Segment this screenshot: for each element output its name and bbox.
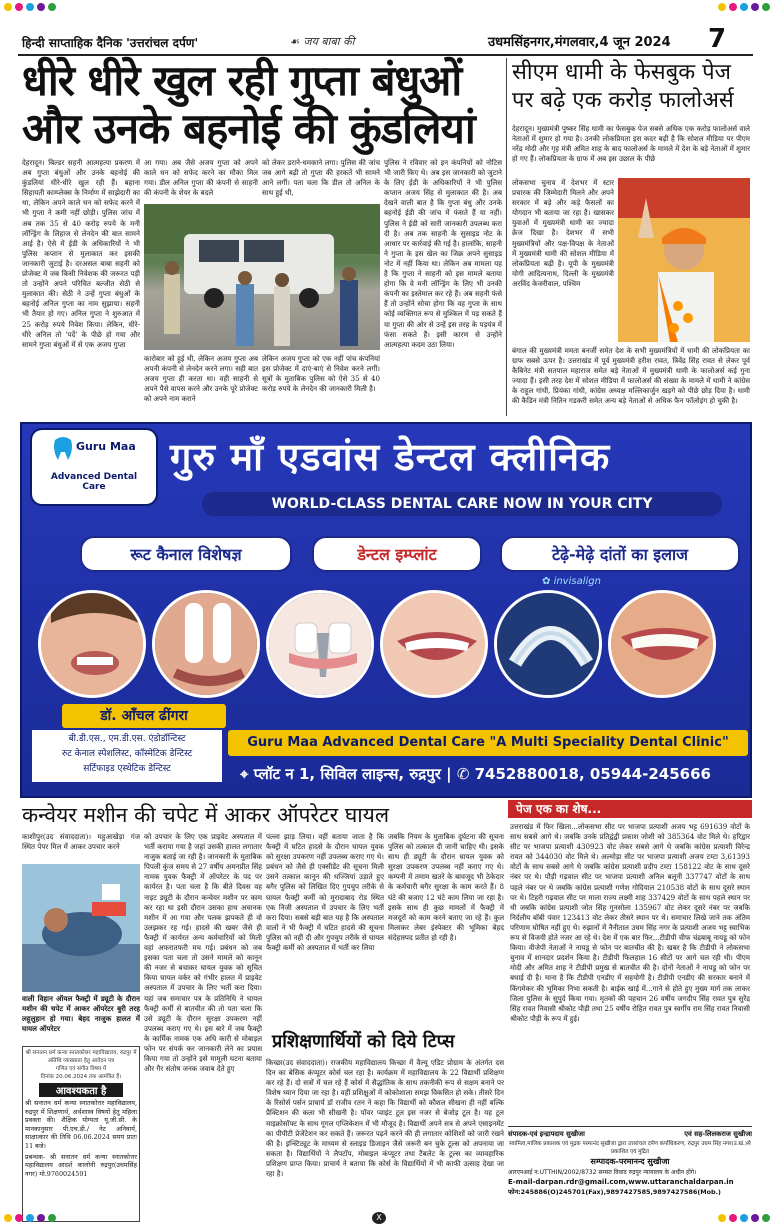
notice-box-body: श्री सनातन धर्म कन्या स्नातकोत्तर महाविद्यालय, रुद्रपुर में शिक्षणार्थ, अर्थशास्त्र विषयों हेतु महिला प्रवक्ता की। शैक्षिक योग्यता यू.जी.सी. के मानकानुसार पी.एच.डी./ नेट अनिवार्य, साक्षात्कार की तिथि 06.06.2024 समय प्रातः 11 बजे। (25, 1099, 137, 1150)
accident-col1-top: काशीपुर(उद संवाददाता)। महुआखेड़ा गंज स्थित पेपर मिल में आकर उपचार करने (22, 832, 140, 852)
training-body: किच्छा(उद संवाददाता)। राजकीय महाविद्यालय किच्छा में वैल्यू एडिट प्रोग्राम के अंतर्गत दस दिन का बेसिक कंप्यूटर कोर्स चल रहा है। कार्यक्रम में महाविद्यालय के 22 विद्यार्थी प्रशिक्षण कर रहे हैं। दो सत्रों में चल रहे हैं कोर्स में सैद्धांतिक के साथ तकनीकी रूप से सक्षम बनाने पर विशेष ध्यान दिया जा रहा है। वहीं प्रशिक्षुओं में कोकोशाला समझ विकसित हो सके। तीसरे दिन के रिसोर्स पर्सन प्राचार्य डॉ राजीव रतन ने कहा कि विद्यार्थी को कौशल सीखना ही नहीं बल्कि प्रैक्टिशन की कला भी सीखनी है। पॉवर प्वाइंट टूल इस नजर से बेजोड़ टूल है। यह टूल माइक्रोसॉफ्ट के साथ गूगल एप्लिकेशन में भी मौजूद है। विद्यार्थी अपने सत्र से अपने एसाइनमेंट का पीपीटी प्रेजेंटेशन कर सकते हैं। जरूरत पढ़ने करने की ही लगातार कोशिशों को जारी रखने की है। इन्स्टिट्यूट के माध्यम से स्लाइड डिजाइन जैसे जरूरी बन चुके टूल्स को अपनाया जा सकता है। विद्यार्थियों ने लैपटॉप, मोबाइल कंप्यूटर तथा टैबलेट के टूल्स का व्यावहारिक प्रशिक्षण प्राप्त किया। प्राचार्य ने बताया कि कोर्स के विद्यार्थियों में भी काफी उत्साह देखा जा रहा है। (266, 1058, 504, 1179)
lead-column-2-top: आ गया। अब जैसे अजय गुप्ता को अपने काले धन को सफेद करने का मौका मिल गया। डील अनिल गुप्ता की कंपनी से साहनी की कंपनी के शेयर के बदले (144, 158, 258, 198)
imprint-chief-editor: संपादक-एवं इन्द्रापदाय सुखीजा (508, 1130, 585, 1138)
clinic-phones: 7452880018, 05944-245666 (474, 765, 711, 783)
side-story-body-side: लोकसभा चुनाव में देशभर में स्टार प्रचारक की जिम्मेदारी मिलने और अपने सरकार में बड़े और कड़े फैसलों का योगदान भी बताया जा रहा है। खासकर युवाओं में मुख्यमंत्री धामी का ज्यादा क्रेज दिखा है। देशभर में सभी मुख्यमंत्रियों और पक्ष-विपक्ष के नेताओं में मुख्यमंत्री धामी की सोशल मीडिया में लोकप्रियता बढ़ी है। यूपी के मुख्यमंत्री योगी आदित्यनाथ, दिल्ली के मुख्यमंत्री अरविंद केजरीवाल, पश्चिम (512, 178, 614, 288)
imprint-phone: फोन:245886(O)245701(Fax),9897427585,9897427586(Mob.) (508, 1188, 721, 1196)
dental-clinic-ad (20, 422, 752, 798)
smile-photo (380, 590, 488, 698)
accident-column-2: को उपचार के लिए एक प्राइवेट अस्पताल में भर्ती कराया गया है जहां उसकी हालत लगातार नाजुक बताई जा रही है। जानकारी के मुताबिक पिपली कुंज समय से 27 वर्षीय अमनप्रीत सिंह नामक युवक फैक्ट्री में ऑपरेटर के पद पर कार्यरत है। पता चला है कि बीते दिवस वह नाइट ड्यूटी के दौरान कन्वेयर मशीन पर काम कर रहा था इसी दौरान उसका हाथ अचानक मशीन में आ गया और पलक झपकते ही वो उलझकर रह गई। हादसे की खबर जैसे ही फैक्ट्री में कार्यरत अन्य कर्मचारियों को मिली वहां अफरातफरी मच गई। प्रबंधन को जब इसका पता चला तो उसने मामले को कानून की नजर से बचाकर घायल युवक को सूचित किया घायल वर्कर को गंभीर हालत में प्राइवेट अस्पताल में उपचार के लिए भर्ती करा दिया। यहां जब समाचार पत्र के प्रतिनिधि ने घायल फैक्ट्री कर्मी से बातचीत की तो पता चला कि उसे ड्यूटी के दौरान सुरक्षा उपकरण नहीं उपलब्ध कराए गए थे। इस बारे में जब फैक्ट्री के कार्मिक नामक एक अधि कारी से मोबाइल फोन पर संपर्क कर जानकारी लेने का प्रयास किया गया तो उन्होंने इसे मामूली घटना बताया और गैर संतोष जनक जवाब देते हुए (144, 832, 262, 1074)
location-icon: ⌖ (240, 765, 249, 783)
accident-column-3: पल्ला झाड़ लिया। वहीं बताया जाता है कि फैक्ट्री में घटित हादसे के दौरान घायल युवक को सुरक्षा उपकरण नहीं उपलब्ध कराए गए थे। प्रबंधन को जैसे ही एक्सीडेंट की सूचना मिली उसने तत्काल कानून की धज्जियां उड़ाते हुए बगैर पुलिस को लिखित दिए गुपचुप तरीके से घायल फैक्ट्री कर्मी को मुरादाबाद रोड स्थित एक निजी अस्पताल में उपचार के लिए भर्ती करा दिया। सबसे बड़ी बात यह है कि अस्पताल वालों ने भी फैक्ट्री में घटित हादसे की सूचना पुलिस को नहीं दी और गुपचुप तरीके से घायल फैक्ट्री कर्मी को अस्पताल में भर्ती कर लिया (266, 832, 384, 953)
top-right-dots (718, 3, 770, 11)
service-dental-implant: डेन्टल इम्प्लांट (312, 536, 482, 572)
accident-column-4: जबकि नियम के मुताबिक दुर्घटना की सूचना पुलिस को तत्काल दी जानी चाहिए थी। इसके साथ ही ड्यूटी के दौरान घायल युवक को सुरक्षा उपकरण उपलब्ध नहीं कराए गए थे। कम्पनी में तमाम खतरे के बावजूद भी ठेकेदार के कर्मचारी बगैर सुरक्षा के काम करते हैं। 8 घंटे की बजाए 12 घंटे काम लिया जा रहा है। इसके साथ ही कुछ मामलों में फैक्ट्री में मजदूरों को काम करने बताए जा रहे हैं। कुल मिलाकर लेबर इंस्पेक्टर की भूमिका बेहद संदेहास्पद प्रतीत हो रही है। (388, 832, 504, 942)
phone-icon: ✆ (456, 765, 470, 783)
imprint-rni: आरएनआई न:UTTHIN/2002/8732 समस्त विवाद रुद्रपुर न्यायालय के अधीन होंगे। (508, 1169, 697, 1176)
imprint-editor2: एवं सह-लिलकराज सुखीजा (684, 1130, 752, 1138)
page-number: 7 (708, 24, 727, 54)
side-headline-line2: पर बढ़े एक करोड़ फालोअर्स (512, 88, 734, 113)
bottom-left-dots (4, 1214, 56, 1222)
aligner-tray-photo (494, 590, 602, 698)
lead-column-2-bottom: कारोबार को हुई थी, लेकिन अजय गुप्ता अब अपनी कंपनी से लेनदेन करने लगा। सही बात अजय गुप्ता ही करता था। वही साहनी से अपने पैसे वापस करने और उनके पूरे प्रोजेक्ट को अपने नाम कराने (144, 354, 258, 404)
registration-mark-icon: X (372, 1212, 386, 1224)
lead-headline-line1: धीरे धीरे खुल रही गुप्ता बंधुओं (22, 56, 462, 105)
logo-line2: Advanced Dental Care (50, 472, 138, 492)
doctor-credential-2: रुट केनाल स्पेशलिस्ट, कॉस्मेटिक डेन्टिस्ट (61, 749, 193, 759)
training-headline: प्रशिक्षणार्थियों को दिये टिप्स (272, 1031, 455, 1052)
paper-title: हिन्दी साप्ताहिक दैनिक 'उत्तरांचल दर्पण' (22, 36, 199, 50)
notice-line-3: गणित एवं संगीत विषय में (55, 1066, 107, 1072)
side-story-body-bottom: बंगाल की मुख्यमंत्री ममता बनर्जी समेत देश के सभी मुख्यमंत्रियों में धामी की लोकप्रियता का ग्राफ सबसे ऊपर है। उत्तराखंड में पूर्व मुख्यमंत्री हरीश रावत, त्रिवेंद्र सिंह रावत से लेकर पूर्व कैबिनेट मंत्री सतपाल महाराज समेत बड़े नेताओं में मुख्यमंत्री धामी के फालोअर्स कई गुना ज्यादा हैं। इसी तरह देश में सोशल मीडिया में फालोअर्स की संख्या के मामले में धामी ने कांग्रेस के राहुल गांधी, प्रियंका गांधी, कांग्रेस अध्यक्ष मल्लिकार्जुन खड़गे को पीछे छोड़ दिया है। धामी की कैडिन मंत्री नितिन गडकरी समेत अन्य बड़े नेताओं से अधिक फैन फॉलोइंग हो चुकी है। (512, 346, 750, 406)
notice-signature: प्रबन्धक- श्री सनातन धर्म कन्या स्नातकोत्तर महाविद्यालय आदर्श कालोनी रुद्रपुर(उधमसिंह नगर) मो.9760024591 (25, 1152, 137, 1178)
top-left-dots (4, 3, 56, 11)
imprint-box (508, 1126, 752, 1222)
contact-separator: | (446, 765, 457, 783)
service-root-canal: रूट कैनाल विशेषज्ञ (80, 536, 292, 572)
lead-photo (144, 204, 380, 350)
side-story-body-top: देहरादून। मुख्यमंत्री पुष्कर सिंह धामी का फेसबुक पेज सबसे अधिक एक करोड़ फालोअर्स वाले नेताओं में शुमार हो गया है। उनकी लोकप्रियता इस कदर बढ़ी है कि सोशल मीडिया पर पीएम नरेंद्र मोदी और गृह मंत्री अमित शाह के बाद फालोअर्स के मामले में देश के बड़े नेताओं में शुमार हो गए हैं। लोकप्रियता के ग्राफ में अब इस उछाल के पीछे (512, 124, 750, 164)
lead-column-4: पुलिस ने रविवार को इन कंपनियों को नोटिस भी जारी किए थे। अब इस जानकारी को जुटाने के लिए ईडी के अधिकारियों ने भी पुलिस कप्तान अजय सिंह से मुलाकात की है। अब देखने वाली बात है कि गुप्ता बंधु और उनके बहनोई ईडी की जांच में फंसते हैं या नहीं। पुलिस ने ईडी को सारी जानकारी उपलब्ध करा दी है। अब तक साहनी के सुसाइड नोट के आधार पर कार्रवाई की गई है। हालांकि, साहनी ने गुप्ता के इस खेल का जिक्र अपने सुसाइड नोट में नहीं किया था। लेकिन अब मामला यह है कि गुप्ता ने साहनी को इस मामले बताया होगा कि वे मनी लॉन्ड्रिंग के लिए भी उनकी कंपनी का इस्तेमाल कर रहे हैं। अब सहनी फंसे हैं तो उन्होंने सोचा होगा कि वह गुप्ता के साथ कोई व्यक्तिगत रूप से मुश्किल में पड़ सकते हैं या गुप्ता की ओर से उन्हें इस तरह के पड़यंत्र में फंसा सकते हैं। इसी कारण से उन्होंने आत्महत्या कदम उठा लिया। (384, 158, 502, 349)
service-aligners: टेढ़े-मेढ़े दांतों का इलाज (500, 536, 740, 572)
lead-column-3-top: को लेकर डराने-धमकाने लगा। पुलिस की जांच जब आगे बढ़ी तो गुप्ता की हरकतें भी सामने आने लगीं। पता चला कि डील तो अनिल के साथ हुई थी, (262, 158, 380, 198)
ad-subtitle: WORLD-CLASS DENTAL CARE NOW IN YOUR CITY (202, 492, 722, 516)
imprint-editors (508, 1127, 752, 1140)
xray-photo (152, 590, 260, 698)
doctor-credential-3: सर्टिफाइड एस्थेटिक डेन्टिस्ट (83, 764, 171, 774)
side-headline-line1: सीएम धामी के फेसबुक पेज (512, 60, 731, 85)
aligner-smile-photo (608, 590, 716, 698)
lead-column-3-bottom: लेकिन अजय गुप्ता को एक नहीं पांच कंपनियां इस प्रोजेक्ट में दाएं-बाएं से निवेश करने लगीं। सूत्रों के मुताबिक पुलिस को ऐसे 35 से 40 करोड़ रुपये के लेनदेन की जानकारी मिली है। (262, 354, 380, 394)
lead-column-1: देहरादून। बिल्डर सहनी आत्महत्या प्रकरण में अब गुप्ता बंधुओं और उनके बहनोई की कुंडलियां धीरे-धीरे खुल रही हैं। बहाना सिहायती काम्प्लेक्स के निर्माण में साझेदारी का था, लेकिन अपने काले धन को सफेद करने में भी गुप्ता ने कमी नहीं छोड़ी। पुलिस जांच में अब तक 35 से 40 करोड़ रुपये के मनी लॉन्ड्रिंग के लिहाज से लेनदेन की बात सामने आई है। ऐसे में ईडी के अधिकारियों ने भी पुलिस कप्तान से मुलाकात कर इसकी जानकारी जुटाई है। दरअसल बाबा सहनी को प्रोजेक्ट में जब किसी निवेशक की जरूरत पड़ी तो उन्होंने अपने परिचित बल्जीत सेठी से मुलाकात की। सेठी ने उन्हें गुप्ता बंधुओं के बहनोई अनिल गुप्ता का नाम सुझाया। सहनी भी तैयार हो गए। अनिल गुप्ता ने शुरुआत में 25 करोड़ रुपये निवेश किया। लेकिन, धीरे-धीरे अनिल तो 'पर्दे' के पीछे हो गया और सामने गुप्ता बंधुओं में से एक अजय गुप्ता (22, 158, 140, 349)
clinic-logo (32, 430, 156, 504)
doctor-credentials (32, 730, 222, 782)
imprint-text: स्वामित्व,मालिक प्रकाशक एवं मुद्रक परमानंद सुखीजा द्वारा उत्तरांचल दर्पण कर्पाधिकरण, रुद्रपुर उधम सिंह नगर(उ.खं.)से प्रकाशित एवं मुद्रित (509, 1141, 751, 1155)
notice-box-title: आवश्यकता है (39, 1083, 123, 1097)
clinic-tagline: Guru Maa Advanced Dental Care "A Multi Speciality Dental Clinic" (228, 730, 748, 756)
bottom-right-dots (718, 1214, 770, 1222)
cm-photo (618, 178, 750, 342)
accident-headline: कन्वेयर मशीन की चपेट में आकर ऑपरेटर घायल (22, 803, 390, 827)
notice-line-2: अतिथि व्याख्याता हेतु आवेदन पत्र (47, 1058, 115, 1064)
column-rule (506, 58, 507, 416)
notice-line-4: दिनांक 20.06.2024 तक आमंत्रित हैं। (40, 1074, 122, 1080)
masthead-motto: ☙ जय बाबा की (290, 35, 355, 48)
brief-header: पेज एक का शेष... (508, 800, 752, 818)
clinic-address: प्लॉट न 1, सिविल लाइन्स, रुद्रपुर (253, 765, 441, 783)
ad-title: गुरु माँ एडवांस डेन्टल क्लीनिक (170, 435, 611, 479)
college-notice (22, 1046, 140, 1222)
clinic-contact (240, 764, 711, 784)
injured-worker-photo (22, 864, 140, 992)
dateline: उधमसिंहनगर,मंगलवार,4 जून 2024 (488, 35, 671, 50)
brief-body: उत्तराखंड में फिर खिला...लोकसभा सीट पर भाजपा प्रत्याशी अजय भट्ट 691639 वोटों के साथ सबसे आगे थे। जबकि उनके प्रतिद्वंद्वी प्रकाश जोशी को 385364 वोट मिले थे। हरिद्वार सीट पर भाजपा प्रत्याशी 430923 वोट लेकर सबसे आगे थे जबकि कांग्रेस प्रत्याशी विरेन्द्र रावत को 344030 वोट मिले थे। अल्मोड़ा सीट पर भाजपा प्रत्याशी अजय टम्टा 3,61393 वोटों के साथ सबसे आगे थे जबकि कांग्रेस प्रत्याशी प्रदीप टम्टा 158122 वोट के साथ दूसरे नंबर पर थे। पौड़ी गढ़वाल सीट पर भाजपा प्रत्याशी अनिल बलूनी 337747 वोटों के साथ पहले नंबर पर थे जबकि कांग्रेस प्रत्याशी गणेश गोदियाल 210538 वोटों के साथ दूसरे स्थान पर थे। टिहरी गढ़वाल सीट पर माला राज्य लक्ष्मी शाह 337429 वोटों के साथ पहले स्थान पर थी जबकि कांग्रेस प्रत्याशी जोत सिंह गुनसोला 135967 वोट लेकर दूसरे नंबर पर जबकि निर्दलीय बॉबी पंवार 123413 वोट लेकर तीसरे स्थान पर थे। समाचार लिखे जाने तक अंतिम परिणाम घोषित नहीं हुए थे। रुझानों में नैनीताल उधम सिंह नगर के प्रत्याशी अजय भट्ट स्वाभिक रूप से विजयी होते नजर आ रहे थे। देश में एक बार फिर...टीडीपी चीफ चंद्रबाबू नायडू को फोन किया। वीजेपी नेताओं ने नायडू से फोन पर बातचीत की है। खबर है कि टीडीपी ने लोकसभा चुनाव में शानदार प्रदर्शन किया है। टीडीपी फिलहाल 16 सीटों पर आगे चल रही थी। पीएम मोदी और अमित शाह ने टीडीपी प्रमुख से बातचीत की है। दोनों नेताओं ने नायडू को फोन पर बधाई दी है। माना है कि टीडीपी एनडीए में सहयोगी है। टीडीपी एनडीए की सरकार बनाने में किंगमेकर की भूमिका निभा सकती है। बाईक खाई में...गाने से होते हुए मुख्य मार्ग तक लाकर जिला पुलिस के सुपुर्द किया गया। मृतकों की पहचान 26 वर्षीय जगदीप सिंह रावत पुत्र सुरेंद्र सिंह रावत निवासी श्रीकोट पौड़ी तथा 25 वर्षीय रोहित रावत पुत्र स्वर्गीय राम सिंह रावत निवासी श्रीकोट पौड़ी के रूप में हुई। (510, 822, 750, 1023)
notice-lines (25, 1049, 137, 1081)
imprint-editor-label: सम्पादक-परमानन्द सुखीजा (590, 1157, 670, 1166)
imprint-email: E-mail-darpan.rdr@gmail.com,www.uttaranchaldarpan.in (508, 1178, 734, 1186)
patient-photo (38, 590, 146, 698)
lead-headline-line2: और उनके बहनोई की कुंडलियां (22, 104, 475, 153)
doctor-name: डॉ. आँचल ढींगरा (62, 704, 226, 728)
notice-line-1: श्री सनातन धर्म कन्या स्नातकोत्तर महाविद्यालय, रुद्रपुर में (25, 1050, 137, 1056)
invisalign-mark: ✿ invisalign (542, 576, 601, 587)
logo-line1: Guru Maa (76, 440, 136, 453)
accident-photo-caption: वाली विहान ऑयल फैक्ट्री में ड्यूटी के दौरान मशीन की चपेट में आकर ऑपरेटर बुरी तरह लहूलुहान हो गया। बेहद नाजुक हालत में घायल ऑपरेटर (22, 994, 140, 1034)
doctor-credential-1: बी.डी.एस., एम.डी.एस. एंडोडॉन्टिस्ट (68, 734, 186, 744)
implant-photo (266, 590, 374, 698)
